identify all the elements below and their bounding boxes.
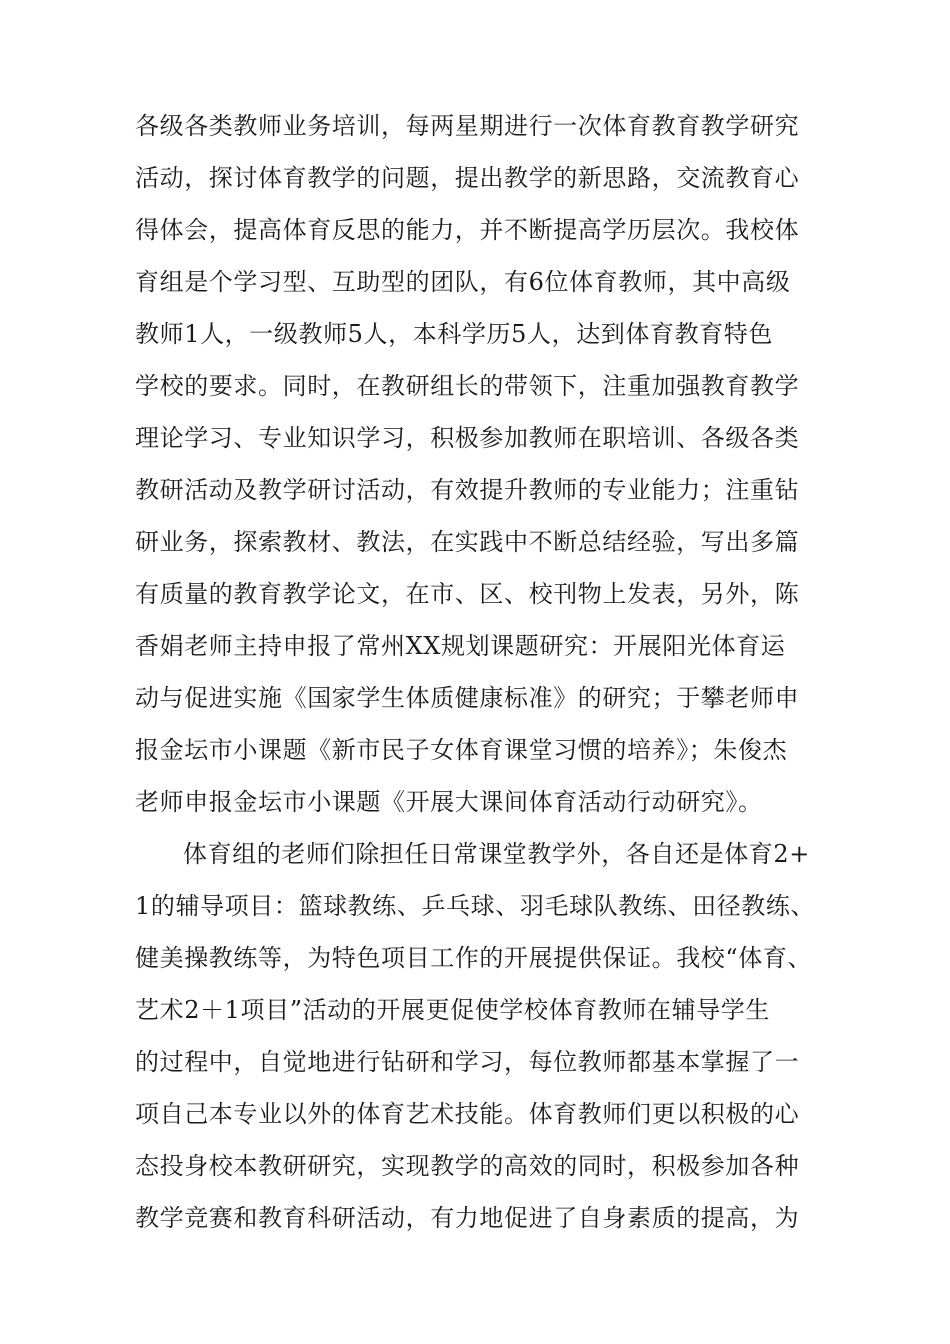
text-line-18: 艺术2＋1项目”活动的开展更促使学校体育教师在辅导学生 bbox=[135, 996, 771, 1024]
text-line-13: 报金坛市小课题《新市民子女体育课堂习惯的培养》；朱俊杰 bbox=[135, 736, 788, 764]
text-line-19: 的过程中，自觉地进行钻研和学习，每位教师都基本掌握了一 bbox=[135, 1048, 800, 1076]
text-line-22: 教学竞赛和教育科研活动，有力地促进了自身素质的提高，为 bbox=[135, 1204, 800, 1232]
text-line-11: 香娟老师主持申报了常州XX规划课题研究：开展阳光体育运 bbox=[135, 632, 786, 660]
text-line-7: 理论学习、专业知识学习，积极参加教师在职培训、各级各类 bbox=[135, 424, 800, 452]
text-line-3: 得体会，提高体育反思的能力，并不断提高学历层次。我校体 bbox=[135, 216, 800, 244]
paragraph-2-first-line: 体育组的老师们除担任日常课堂教学外，各自还是体育2+ bbox=[183, 840, 810, 868]
text-line-12: 动与促进实施《国家学生体质健康标准》的研究；于攀老师申 bbox=[135, 684, 800, 712]
text-line-4: 育组是个学习型、互助型的团队，有6位体育教师，其中高级 bbox=[135, 268, 791, 296]
text-line-8: 教研活动及教学研讨活动，有效提升教师的专业能力；注重钻 bbox=[135, 476, 800, 504]
text-line-9: 研业务，探索教材、教法，在实践中不断总结经验，写出多篇 bbox=[135, 528, 800, 556]
text-line-1: 各级各类教师业务培训，每两星期进行一次体育教育教学研究 bbox=[135, 112, 800, 140]
text-line-17: 健美操教练等，为特色项目工作的开展提供保证。我校“体育、 bbox=[135, 944, 813, 972]
text-line-21: 态投身校本教研研究，实现教学的高效的同时，积极参加各种 bbox=[135, 1152, 800, 1180]
text-line-5: 教师1人，一级教师5人，本科学历5人，达到体育教育特色 bbox=[135, 320, 774, 348]
text-line-16: 1的辅导项目：篮球教练、乒乓球、羽毛球队教练、田径教练、 bbox=[135, 892, 816, 920]
text-line-2: 活动，探讨体育教学的问题，提出教学的新思路，交流教育心 bbox=[135, 164, 800, 192]
text-line-14: 老师申报金坛市小课题《开展大课间体育活动行动研究》。 bbox=[135, 788, 763, 816]
text-line-20: 项自己本专业以外的体育艺术技能。体育教师们更以积极的心 bbox=[135, 1100, 800, 1128]
text-line-10: 有质量的教育教学论文，在市、区、校刊物上发表，另外，陈 bbox=[135, 580, 800, 608]
text-line-6: 学校的要求。同时，在教研组长的带领下，注重加强教育教学 bbox=[135, 372, 800, 400]
